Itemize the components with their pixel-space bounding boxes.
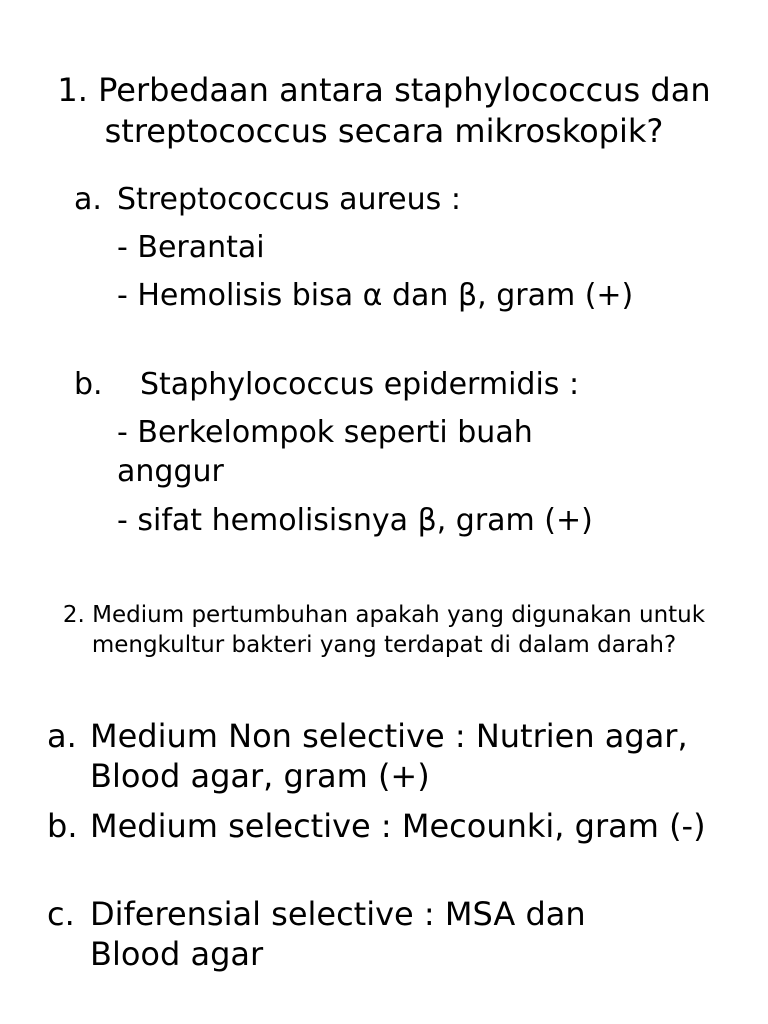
q1-item-b-point-1: - Berkelompok seperti buah anggur xyxy=(117,415,533,489)
q1-item-a-marker: a. xyxy=(74,182,102,217)
question-2-title: 2. Medium pertumbuhan apakah yang digunakan untuk mengkultur bakteri yang terdapat di dalam darah? xyxy=(62,602,706,658)
q2-answer-a-marker: a. xyxy=(47,717,77,755)
q2-answer-b-text: Medium selective : Mecounki, gram (-) xyxy=(90,807,706,845)
q1-item-b-marker: b. xyxy=(74,367,103,402)
q1-item-b xyxy=(74,365,714,405)
q2-answer-c xyxy=(47,894,727,974)
q1-item-b-label: Staphylococcus epidermidis : xyxy=(140,367,580,402)
q1-item-a-point-1: - Berantai xyxy=(117,230,265,265)
q2-answer-a xyxy=(47,716,727,796)
q2-answer-b xyxy=(47,806,727,886)
q1-item-b-point-2: - sifat hemolisisnya β, gram (+) xyxy=(117,503,593,538)
q1-item-a-point-2: - Hemolisis bisa α dan β, gram (+) xyxy=(117,278,634,313)
q1-item-a xyxy=(74,180,714,220)
q2-answer-c-text: Diferensial selective : MSA dan Blood agar xyxy=(90,895,586,973)
q1-item-a-label: Streptococcus aureus : xyxy=(117,182,461,217)
q2-answer-c-marker: c. xyxy=(47,895,75,933)
q2-answer-b-marker: b. xyxy=(47,807,78,845)
question-1-title: 1. Perbedaan antara staphylococcus dan streptococcus secara mikroskopik? xyxy=(57,71,711,150)
q2-answer-a-text: Medium Non selective : Nutrien agar, Blood agar, gram (+) xyxy=(90,717,688,795)
